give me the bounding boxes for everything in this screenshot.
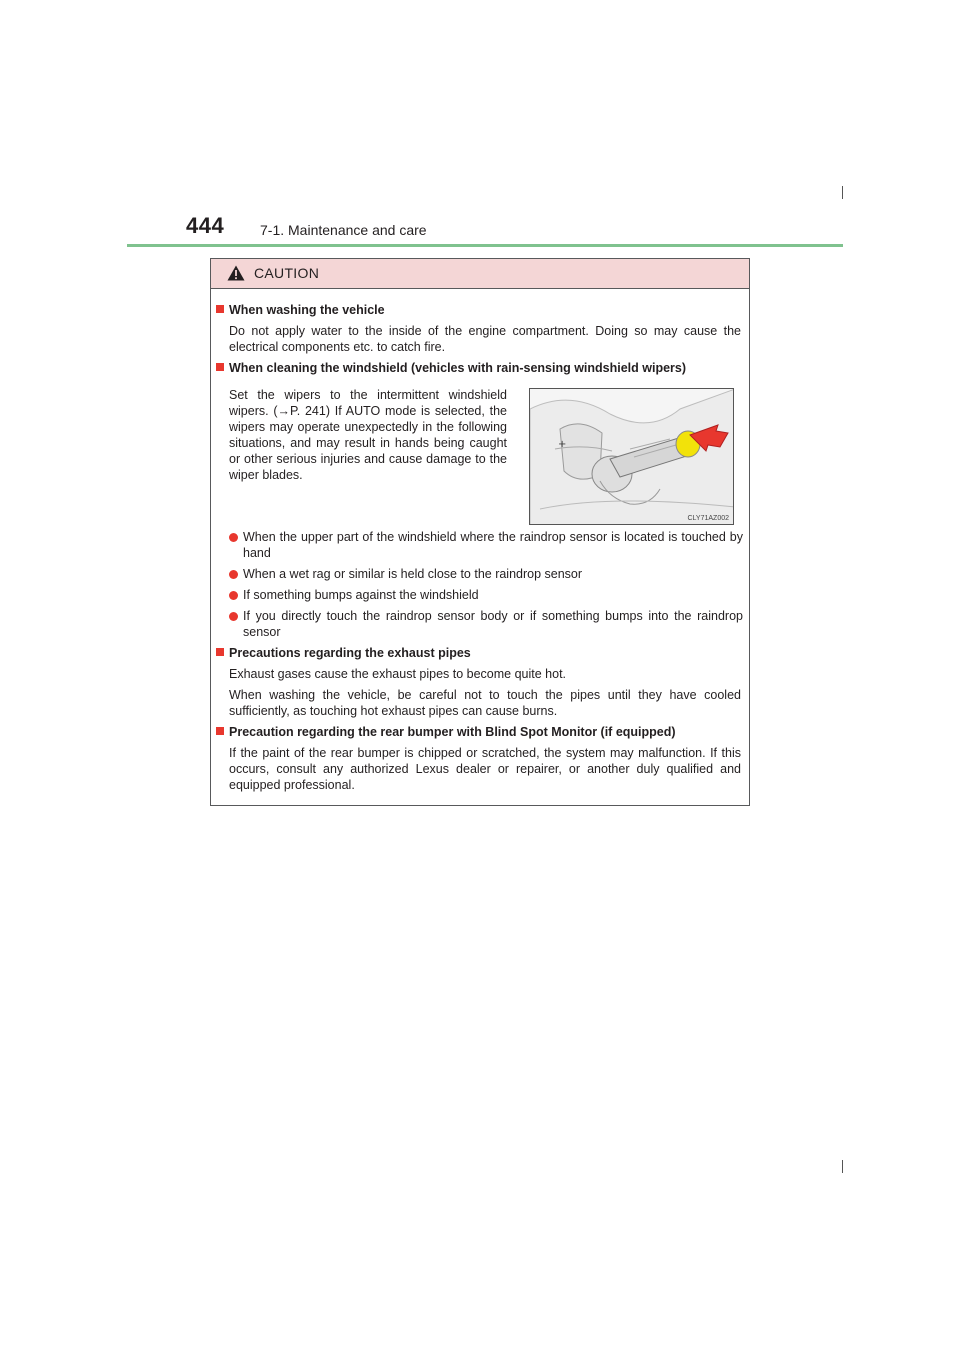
list-item: When a wet rag or similar is held close to the raindrop sensor xyxy=(229,566,743,582)
crop-mark-top xyxy=(842,186,843,199)
warning-triangle-icon xyxy=(227,265,245,281)
section-text: Exhaust gases cause the exhaust pipes to become quite hot. xyxy=(229,667,567,681)
section-title: 7-1. Maintenance and care xyxy=(260,222,427,238)
section-heading: When washing the vehicle xyxy=(216,302,741,318)
square-bullet-icon xyxy=(216,363,224,371)
caution-title: CAUTION xyxy=(254,265,320,281)
round-bullet-icon xyxy=(229,612,238,621)
caution-header xyxy=(211,259,749,289)
caution-box xyxy=(210,258,750,806)
round-bullet-icon xyxy=(229,591,238,600)
round-bullet-icon xyxy=(229,570,238,579)
header-rule xyxy=(127,244,843,247)
square-bullet-icon xyxy=(216,648,224,656)
square-bullet-icon xyxy=(216,305,224,313)
crop-mark-bottom xyxy=(842,1160,843,1173)
list-item: When the upper part of the windshield where the raindrop sensor is located is touched by hand xyxy=(229,529,743,561)
section-heading: Precaution regarding the rear bumper with Blind Spot Monitor (if equipped) xyxy=(216,724,741,740)
wiper-note: Set the wipers to the intermittent windshield wipers. (→P. 241) If AUTO mode is selected, the wipers may operate unexpectedly in the following situations, and may result in hands being caught or other serious injuries and cause damage to the wiper blades. xyxy=(229,388,507,482)
wiper-lever-illustration xyxy=(530,389,734,525)
round-bullet-icon xyxy=(229,533,238,542)
section-text: If the paint of the rear bumper is chipped or scratched, the system may malfunction. If this occurs, consult any authorized Lexus dealer or repairer, or another duly qualified and equipped professional. xyxy=(229,746,741,792)
section-text: When washing the vehicle, be careful not to touch the pipes until they have cooled sufficiently, as touching hot exhaust pipes can cause burns. xyxy=(229,688,741,718)
list-item: If you directly touch the raindrop sensor body or if something bumps into the raindrop sensor xyxy=(229,608,743,640)
list-item: If something bumps against the windshield xyxy=(229,587,743,603)
page-number: 444 xyxy=(186,213,225,238)
section-heading: Precautions regarding the exhaust pipes xyxy=(216,645,741,661)
figure-code: CLY71AZ002 xyxy=(687,515,729,522)
section-text: Do not apply water to the inside of the engine compartment. Doing so may cause the electrical components etc. to catch fire. xyxy=(229,324,741,354)
wiper-lever-figure xyxy=(529,388,734,525)
section-heading: When cleaning the windshield (vehicles with rain-sensing windshield wipers) xyxy=(216,360,741,376)
square-bullet-icon xyxy=(216,727,224,735)
svg-text:+: + xyxy=(558,439,567,450)
